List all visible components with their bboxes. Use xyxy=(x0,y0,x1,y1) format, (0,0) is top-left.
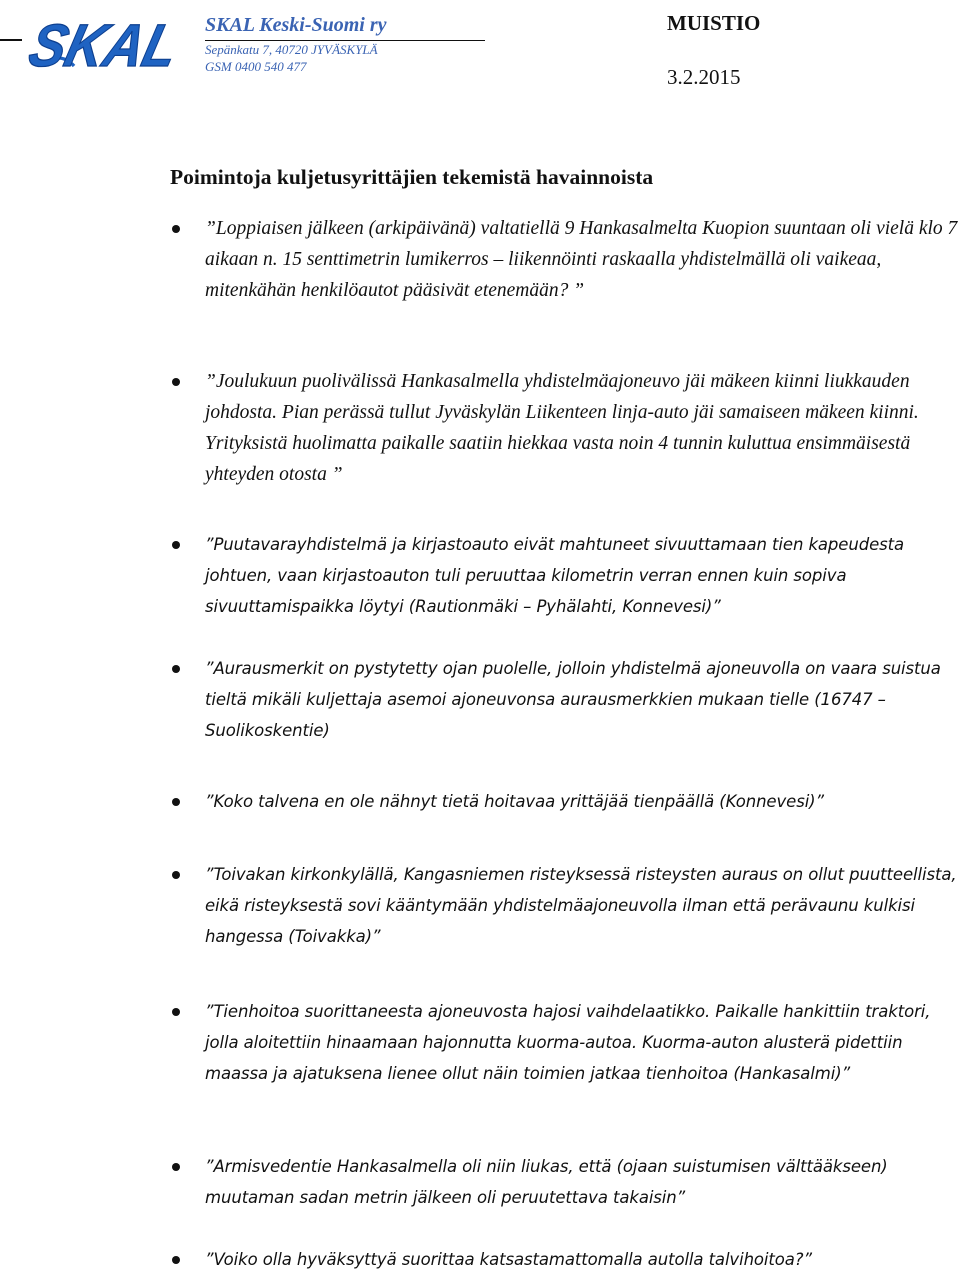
list-item-text: ”Koko talvena en ole nähnyt tietä hoitavaa yrittäjää tienpäällä (Konnevesi)” xyxy=(205,792,824,811)
organization-address: Sepänkatu 7, 40720 JYVÄSKYLÄ xyxy=(205,42,378,57)
list-item-text: ”Armisvedentie Hankasalmella oli niin liukas, että (ojaan suistumisen välttääkseen) muutaman sadan metrin jälkeen oli peruutettava takaisin” xyxy=(205,1157,888,1207)
list-item-text: ”Loppiaisen jälkeen (arkipäivänä) valtatiellä 9 Hankasalmelta Kuopion suuntaan oli vielä klo 7 aikaan n. 15 senttimetrin lumikerros – liikennöinti raskaalla yhdistelmällä oli vaikeaa, mitenkähän henkilöautot pääsivät etenemään? ” xyxy=(205,218,958,301)
list-item xyxy=(205,996,960,1089)
organization-block xyxy=(205,12,485,75)
skal-logo xyxy=(22,2,203,80)
bullet-icon xyxy=(172,225,180,233)
bullet-icon xyxy=(172,1163,180,1171)
list-item xyxy=(205,859,960,952)
bullet-icon xyxy=(172,378,180,386)
bullet-icon xyxy=(172,1256,180,1264)
list-item xyxy=(205,786,960,817)
list-item xyxy=(205,1151,960,1213)
organization-phone: GSM 0400 540 477 xyxy=(205,59,307,74)
list-item xyxy=(205,366,960,490)
list-item-text: ”Tienhoitoa suorittaneesta ajoneuvosta hajosi vaihdelaatikko. Paikalle hankittiin traktori, jolla aloitettiin hinaamaan hajonnutta kuorma-autoa. Kuorma-auton alusterä pidettiin maassa ja ajatuksena lienee ollut näin toimien jatkaa tienhoitoa (Hankasalmi)” xyxy=(205,1002,931,1083)
bullet-icon xyxy=(172,798,180,806)
bullet-icon xyxy=(172,541,180,549)
bullet-icon xyxy=(172,665,180,673)
bullet-icon xyxy=(172,871,180,879)
list-item-text: ”Joulukuun puolivälissä Hankasalmella yhdistelmäajoneuvo jäi mäkeen kiinni liukkauden johdosta. Pian perässä tullut Jyväskylän Liikenteen linja-auto jäi samaiseen mäkeen kiinni. Yrityksistä huolimatta paikalle saatiin hiekkaa vasta noin 4 tunnin kuluttua ensimmäisestä yhteyden otosta ” xyxy=(205,371,919,485)
list-item-text: ”Puutavarayhdistelmä ja kirjastoauto eivät mahtuneet sivuuttamaan tien kapeudesta johtuen, vaan kirjastoauton tuli peruuttaa kilometrin verran ennen kuin sopiva sivuuttamispaikka löytyi (Rautionmäki – Pyhälahti, Konnevesi)” xyxy=(205,535,905,616)
list-item-text: ”Voiko olla hyväksyttyä suorittaa katsastamattomalla autolla talvihoitoa?” xyxy=(205,1250,812,1269)
list-item-text: ”Aurausmerkit on pystytetty ojan puolelle, jolloin yhdistelmä ajoneuvolla on vaara suistua tieltä mikäli kuljettaja asemoi ajoneuvonsa aurausmerkkien mukaan tielle (16747 – Suolikoskentie) xyxy=(205,659,941,740)
bullet-icon xyxy=(172,1008,180,1016)
header-rule-left xyxy=(0,39,22,41)
list-item xyxy=(205,213,960,306)
page-title: Poimintoja kuljetusyrittäjien tekemistä havainnoista xyxy=(170,165,654,189)
list-item xyxy=(205,1244,960,1275)
document-type: MUISTIO xyxy=(667,11,761,35)
document-date: 3.2.2015 xyxy=(667,65,741,89)
list-item xyxy=(205,653,960,746)
list-item-text: ”Toivakan kirkonkylällä, Kangasniemen risteyksessä risteysten auraus on ollut puutteellista, eikä risteyksestä sovi kääntymään yhdistelmäajoneuvolla ilman että perävaunu kulkisi hangessa (Toivakka)” xyxy=(205,865,957,946)
logo-text: SKAL xyxy=(22,11,203,79)
organization-name: SKAL Keski-Suomi ry xyxy=(205,12,485,41)
list-item xyxy=(205,529,960,622)
